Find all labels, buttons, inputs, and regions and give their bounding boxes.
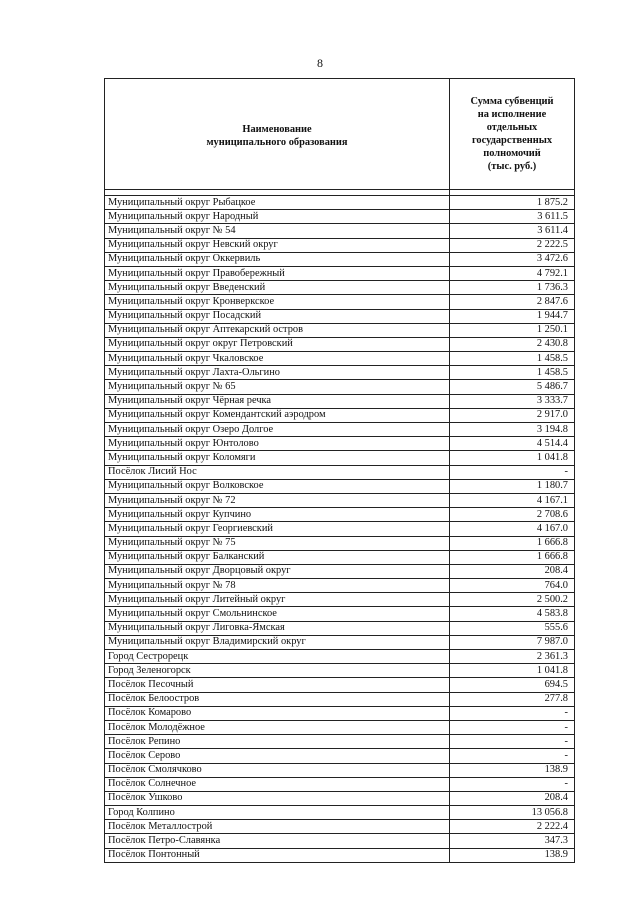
table-row (105, 536, 575, 550)
subsidy-amount-cell: - (450, 465, 575, 479)
subsidy-amount-cell: 1 458.5 (450, 352, 575, 366)
header-amount-line: на исполнение (477, 109, 547, 120)
table-row (105, 196, 575, 210)
municipality-name-cell: Муниципальный округ № 78 (105, 579, 450, 593)
table-row (105, 281, 575, 295)
subsidy-amount-cell: - (450, 777, 575, 791)
municipality-name-cell: Муниципальный округ Кронверкское (105, 295, 450, 309)
table-row (105, 252, 575, 266)
table-row (105, 238, 575, 252)
table-row (105, 479, 575, 493)
table-row (105, 678, 575, 692)
municipality-name-cell: Муниципальный округ Чёрная речка (105, 394, 450, 408)
table-body (105, 196, 575, 863)
municipality-name-cell: Муниципальный округ Коломяги (105, 451, 450, 465)
municipality-name-cell: Муниципальный округ Рыбацкое (105, 196, 450, 210)
municipality-name-cell: Муниципальный округ Георгиевский (105, 522, 450, 536)
municipality-name-cell: Посёлок Репино (105, 735, 450, 749)
subsidy-amount-cell: 3 333.7 (450, 394, 575, 408)
table-row (105, 593, 575, 607)
table-row (105, 664, 575, 678)
subsidy-amount-cell: 3 611.5 (450, 210, 575, 224)
subsidy-amount-cell: 2 430.8 (450, 337, 575, 351)
subsidy-amount-cell: 1 666.8 (450, 550, 575, 564)
municipality-name-cell: Посёлок Понтонный (105, 848, 450, 862)
header-municipality (105, 79, 450, 190)
table-row (105, 522, 575, 536)
municipality-name-cell: Муниципальный округ Лахта-Ольгино (105, 366, 450, 380)
subsidy-amount-cell: 4 792.1 (450, 266, 575, 280)
table-row (105, 564, 575, 578)
subsidy-amount-cell: - (450, 720, 575, 734)
subsidy-amount-cell: 764.0 (450, 579, 575, 593)
subsidy-amount-cell: 208.4 (450, 564, 575, 578)
subsidy-amount-cell: 3 472.6 (450, 252, 575, 266)
header-municipality-line: муниципального образования (206, 137, 348, 148)
subsidy-amount-cell: 13 056.8 (450, 806, 575, 820)
municipality-name-cell: Муниципальный округ № 65 (105, 380, 450, 394)
subsidy-amount-cell: 2 222.4 (450, 820, 575, 834)
table-row (105, 834, 575, 848)
municipality-name-cell: Посёлок Металлострой (105, 820, 450, 834)
subsidy-amount-cell: 4 167.0 (450, 522, 575, 536)
subsidy-amount-cell: 3 194.8 (450, 423, 575, 437)
table-row (105, 607, 575, 621)
subsidy-amount-cell: 1 180.7 (450, 479, 575, 493)
table-row (105, 706, 575, 720)
table-row (105, 763, 575, 777)
municipality-name-cell: Посёлок Серово (105, 749, 450, 763)
table-row (105, 451, 575, 465)
municipality-name-cell: Муниципальный округ № 54 (105, 224, 450, 238)
subsidy-amount-cell: 1 250.1 (450, 323, 575, 337)
page-number: 8 (317, 56, 323, 70)
subsidy-amount-cell: 277.8 (450, 692, 575, 706)
municipality-name-cell: Муниципальный округ Литейный округ (105, 593, 450, 607)
table-row (105, 408, 575, 422)
table-row (105, 635, 575, 649)
subsidy-amount-cell: 208.4 (450, 791, 575, 805)
municipality-name-cell: Муниципальный округ Народный (105, 210, 450, 224)
subsidy-amount-cell: 7 987.0 (450, 635, 575, 649)
subsidy-amount-cell: - (450, 706, 575, 720)
municipality-name-cell: Муниципальный округ Невский округ (105, 238, 450, 252)
subsidy-amount-cell: 138.9 (450, 763, 575, 777)
municipality-name-cell: Муниципальный округ № 75 (105, 536, 450, 550)
subsidy-amount-cell: - (450, 749, 575, 763)
municipality-name-cell: Муниципальный округ Балканский (105, 550, 450, 564)
header-amount-line: полномочий (483, 148, 541, 159)
municipality-name-cell: Посёлок Солнечное (105, 777, 450, 791)
municipality-name-cell: Муниципальный округ Аптекарский остров (105, 323, 450, 337)
table-row (105, 366, 575, 380)
municipality-name-cell: Муниципальный округ Лиговка-Ямская (105, 621, 450, 635)
subsidy-amount-cell: 5 486.7 (450, 380, 575, 394)
municipality-name-cell: Посёлок Комарово (105, 706, 450, 720)
municipality-name-cell: Муниципальный округ Посадский (105, 309, 450, 323)
table-row (105, 352, 575, 366)
municipality-name-cell: Посёлок Молодёжное (105, 720, 450, 734)
municipality-name-cell: Город Сестрорецк (105, 650, 450, 664)
municipality-name-cell: Город Колпино (105, 806, 450, 820)
subsidy-amount-cell: 2 917.0 (450, 408, 575, 422)
table-row (105, 465, 575, 479)
table-row (105, 692, 575, 706)
municipality-name-cell: Посёлок Белоостров (105, 692, 450, 706)
table-row (105, 437, 575, 451)
header-amount-line: отдельных (486, 122, 538, 133)
subsidy-amount-cell: 4 583.8 (450, 607, 575, 621)
municipality-name-cell: Муниципальный округ Дворцовый округ (105, 564, 450, 578)
municipality-name-cell: Муниципальный округ Правобережный (105, 266, 450, 280)
municipality-name-cell: Посёлок Песочный (105, 678, 450, 692)
header-amount-line: Сумма субвенций (470, 96, 554, 107)
table-row (105, 493, 575, 507)
table-row (105, 820, 575, 834)
subsidy-amount-cell: 555.6 (450, 621, 575, 635)
header-amount (450, 79, 575, 190)
subsidy-amount-cell: 1 944.7 (450, 309, 575, 323)
subsidy-amount-cell: 1 666.8 (450, 536, 575, 550)
subsidy-amount-cell: 4 514.4 (450, 437, 575, 451)
municipality-name-cell: Муниципальный округ Чкаловское (105, 352, 450, 366)
header-municipality-line: Наименование (242, 124, 312, 135)
subsidy-amount-cell: - (450, 735, 575, 749)
subsidy-amount-cell: 694.5 (450, 678, 575, 692)
subsidy-amount-cell: 2 708.6 (450, 508, 575, 522)
table-row (105, 550, 575, 564)
subsidy-amount-cell: 138.9 (450, 848, 575, 862)
table-row (105, 394, 575, 408)
table-row (105, 423, 575, 437)
subsidy-amount-cell: 2 847.6 (450, 295, 575, 309)
municipality-name-cell: Муниципальный округ Владимирский округ (105, 635, 450, 649)
table-row (105, 806, 575, 820)
subsidy-amount-cell: 347.3 (450, 834, 575, 848)
municipality-name-cell: Муниципальный округ округ Петровский (105, 337, 450, 351)
subsidy-amount-cell: 2 500.2 (450, 593, 575, 607)
municipality-name-cell: Муниципальный округ Юнтолово (105, 437, 450, 451)
municipality-name-cell: Муниципальный округ Оккервиль (105, 252, 450, 266)
municipality-name-cell: Муниципальный округ Волковское (105, 479, 450, 493)
table-row (105, 266, 575, 280)
subsidy-amount-cell: 1 458.5 (450, 366, 575, 380)
municipality-name-cell: Муниципальный округ Смольнинское (105, 607, 450, 621)
table-row (105, 224, 575, 238)
municipality-name-cell: Муниципальный округ Озеро Долгое (105, 423, 450, 437)
table-row (105, 380, 575, 394)
municipality-name-cell: Муниципальный округ Комендантский аэродром (105, 408, 450, 422)
table-row (105, 621, 575, 635)
header-row (105, 79, 575, 190)
municipality-name-cell: Посёлок Смолячково (105, 763, 450, 777)
header-amount-line: государственных (471, 135, 553, 146)
table-row (105, 720, 575, 734)
municipality-name-cell: Муниципальный округ № 72 (105, 493, 450, 507)
municipality-name-cell: Муниципальный округ Введенский (105, 281, 450, 295)
table-row (105, 791, 575, 805)
subsidy-amount-cell: 3 611.4 (450, 224, 575, 238)
table-row (105, 337, 575, 351)
subsidies-table (104, 78, 575, 863)
subsidy-amount-cell: 1 875.2 (450, 196, 575, 210)
table-row (105, 735, 575, 749)
table-row (105, 508, 575, 522)
table-row (105, 210, 575, 224)
table-row (105, 323, 575, 337)
table-row (105, 848, 575, 862)
table-row (105, 295, 575, 309)
municipality-name-cell: Посёлок Лисий Нос (105, 465, 450, 479)
subsidy-amount-cell: 1 041.8 (450, 664, 575, 678)
subsidy-amount-cell: 1 736.3 (450, 281, 575, 295)
subsidy-amount-cell: 2 222.5 (450, 238, 575, 252)
subsidy-amount-cell: 4 167.1 (450, 493, 575, 507)
header-amount-line: (тыс. руб.) (487, 161, 537, 172)
municipality-name-cell: Муниципальный округ Купчино (105, 508, 450, 522)
table-row (105, 579, 575, 593)
municipality-name-cell: Город Зеленогорск (105, 664, 450, 678)
municipality-name-cell: Посёлок Петро-Славянка (105, 834, 450, 848)
subsidy-amount-cell: 2 361.3 (450, 650, 575, 664)
municipality-name-cell: Посёлок Ушково (105, 791, 450, 805)
table-row (105, 749, 575, 763)
subsidy-amount-cell: 1 041.8 (450, 451, 575, 465)
table-row (105, 650, 575, 664)
table-row (105, 309, 575, 323)
table-row (105, 777, 575, 791)
